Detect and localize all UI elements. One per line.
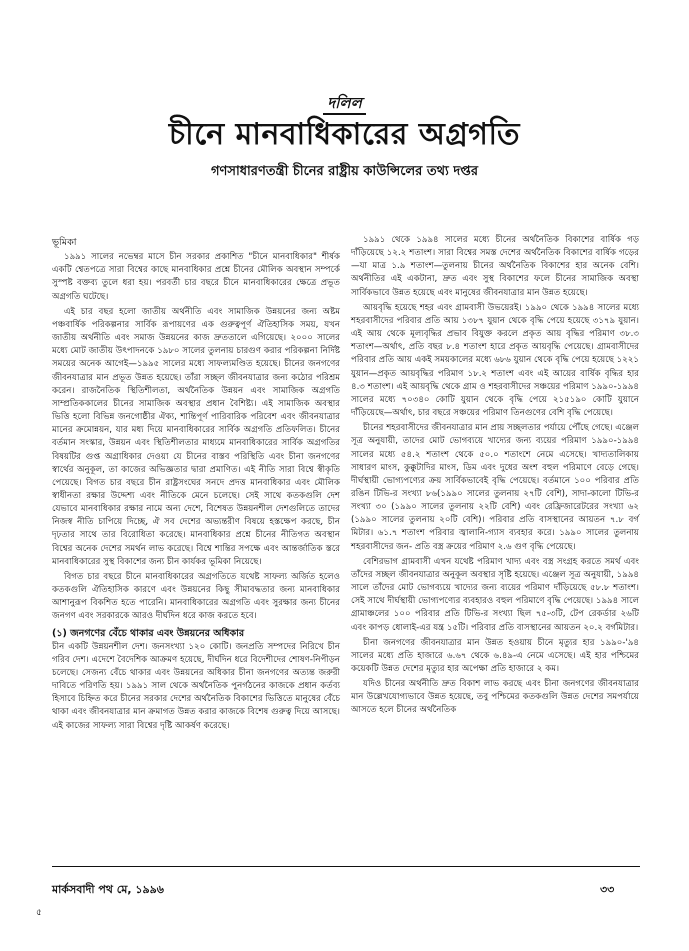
- paragraph: ১৯৯১ থেকে ১৯৯৪ সালের মধ্যে চীনের অর্থনৈতিক বিকাশের বার্ষিক গড় দাঁড়িয়েছে ১২.২ শতাংশ। সারা বিশ্বের সমস্ত দেশের অর্থনৈতিক বিকাশের বার্ষিক গড়ের—যা মাত্র ১.৯ শতাংশ—তুলনায় চীনের অর্থনৈতিক বিকাশের হার অনেক বেশি। অর্থনীতির এই একটানা, দ্রুত এবং সুস্থ বিকাশের ফলে চীনের সামাজিক অবস্থা সার্বিকভাবে উন্নত হয়েছে এবং মানুষের জীবনযাত্রার মান উন্নত হয়েছে।: [351, 235, 639, 298]
- paragraph: চীনের শহরবাসীদের জীবনযাত্রার মান প্রায় সচ্ছলতার পর্যায়ে পৌঁছে গেছে। এঞ্জেল সূত্র অনুযায়ী, তাদের মোট ভোগব্যয়ে খাদ্যের জন্য ব্যয়ের পরিমাণ ১৯৯০-১৯৯৪ সালের মধ্যে ৫৪.২ শতাংশ থেকে ৫০.০ শতাংশে নেমে এসেছে। খাদ্যতালিকায় সাধারণ মাংস, কুক্কুটাদির মাংস, ডিম এবং দুধের অংশ বহুল পরিমাণে বেড়ে গেছে। দীর্ঘস্থায়ী ভোগ্যপণ্যের ক্রয় সার্বিকভাবেই বৃদ্ধি পেয়েছে। বর্তমানে ১০০ পরিবার প্রতি রঙিন টিভি-র সংখ্যা ৮৬(১৯৯০ সালের তুলনায় ২৭টি বেশি), সাদা-কালো টিভি-র সংখ্যা ৩০ (১৯৯০ সালের তুলনায় ২২টি বেশি) এবং রেফ্রিজারেটরের সংখ্যা ৬২ (১৯৯০ সালের তুলনায় ২০টি বেশি)। পরিবার প্রতি বাসস্থানের আয়তন ৭.৮ বর্গ মিটার। ৬১.৭ শতাংশ পরিবার জ্বালানি-গ্যাস ব্যবহার করে। ১৯৯০ সালের তুলনায় শহরবাসীদের জন- প্রতি বস্ত্র ক্রয়ের পরিমাণ ২.৬ গুণ বৃদ্ধি পেয়েছে।: [351, 423, 639, 552]
- signature-mark: ৫: [36, 908, 42, 918]
- paragraph: চীন একটি উন্নয়নশীল দেশ। জনসংখ্যা ১২০ কোটি। জনপ্রতি সম্পদের নিরিখে চীন গরিব দেশ। এদেশে বৈদেশিক আক্রমণ হয়েছে, দীর্ঘদিন ধরে বিদেশীদের শোষণ-নিপীড়ন চলেছে। সেজন্য বেঁচে থাকার এবং উন্নয়নের অধিকার চীনা জনগণের অত্যন্ত জরুরী দাবিতে পরিণতি হয়। ১৯৯১ সাল থেকে অর্থনৈতিক পুনর্গঠনের কাজকে প্রধান কর্তব্য হিসাবে চিহ্নিত করে চীনের সরকার দেশের অর্থনৈতিক বিকাশের ভিত্তিতে মানুষের বেঁচে থাকা এবং জীবনযাত্রার মান ক্রমাগত উন্নত করার কাজকে বিশেষ গুরুত্ব দিয়ে আসছে। এই কাজের সাফল্য সারা বিশ্বের দৃষ্টি আকর্ষণ করেছে।: [52, 641, 340, 731]
- paragraph: বিগত চার বছরে চীনে মানবাধিকারের অগ্রগতিতে যথেষ্ট সাফল্য অর্জিত হলেও কতকগুলি ঐতিহাসিক কারণে এবং উন্নয়নের কিছু সীমাবদ্ধতার জন্য মানবাধিকার আশানুরূপ বিকশিত হতে পারেনি। মানবাধিকারের অগ্রগতি এবং সুরক্ষার জন্য চীনের জনগণ এবং সরকারকে আরও দীর্ঘদিন ধরে কাজ করতে হবে।: [52, 571, 340, 622]
- section-kicker: দলিল: [0, 92, 689, 117]
- paragraph: চীনা জনগণের জীবনযাত্রার মান উন্নত হওয়ায় চীনে মৃত্যুর হার ১৯৯০-'৯৪ সালের মধ্যে প্রতি হাজারে ৬.৬৭ থেকে ৬.৪৯-এ নেমে এসেছে। এই হার পশ্চিমের কয়েকটি উন্নত দেশের মৃত্যুর হার অপেক্ষা প্রতি হাজারে ২ কম।: [351, 637, 639, 674]
- paragraph: বেশিরভাগ গ্রামবাসী এখন যথেষ্ট পরিমাণ খাদ্য এবং বস্ত্র সংগ্রহ করতে সমর্থ এবং তাঁদের সচ্ছল জীবনযাত্রার অনুকূল অবস্থার সৃষ্টি হয়েছে। এঞ্জেল সূত্র অনুযায়ী, ১৯৯৪ সালে তাঁদের মোট ভোগব্যয়ে খাদ্যের জন্য ব্যয়ের পরিমাণ দাঁড়িয়েছে ৫৮.৮ শতাংশ। সেই সাথে দীর্ঘস্থায়ী ভোগ্যপণ্যের ব্যবহারও বহুল পরিমাণে বৃদ্ধি পেয়েছে। ১৯৯৪ সালে গ্রামাঞ্চলের ১০০ পরিবার প্রতি টিভি-র সংখ্যা ছিল ৭৫-৩টি, টেপ রেকর্ডার ২৬টি এবং কাপড় ধোলাই-এর যন্ত্র ১৫টি। পরিবার প্রতি বাসস্থানের আয়তন ২০.২ বর্গমিটার।: [351, 556, 639, 633]
- journal-footer: মার্কসবাদী পথ মে, ১৯৯৬: [52, 883, 164, 896]
- left-column: [52, 236, 340, 735]
- paragraph: এই চার বছর হলো জাতীয় অর্থনীতি এবং সামাজিক উন্নয়নের জন্য অষ্টম পঞ্চবার্ষিক পরিকল্পনার সার্বিক রূপায়ণের এক গুরুত্বপূর্ণ ঐতিহাসিক সময়, যখন জাতীয় অর্থনীতি এবং সমাজ উন্নয়নের কাজ দ্রুততালে এগিয়েছে। ২০০০ সালের মধ্যে মোট জাতীয় উৎপাদনকে ১৯৮০ সালের তুলনায় চারগুণ করার পরিকল্পনা নির্দিষ্ট সময়ের অনেক আগেই—১৯৯৫ সালের মধ্যে সাফল্যমণ্ডিত হয়েছে। চীনের জনগণের জীবনযাত্রার মান প্রভূত উন্নত হয়েছে। তাঁরা সচ্ছল জীবনযাত্রার জন্য কঠোর পরিশ্রম করেন। রাজনৈতিক স্থিতিশীলতা, অর্থনৈতিক উন্নয়ন এবং সামাজিক অগ্রগতি সাম্প্রতিককালের চীনের সামাজিক অবস্থার প্রধান বৈশিষ্ট্য। এই সামাজিক অবস্থার ভিত্তি হলো বিভিন্ন জনগোষ্ঠীর ঐক্য, শান্তিপূর্ণ পারিবারিক পরিবেশ এবং জীবনযাত্রার মানের ক্রমোন্নয়ন, যার মধ্য দিয়ে মানবাধিকারের সার্বিক অগ্রগতি প্রতিফলিত। চীনের বর্তমান সংস্কার, উন্নয়ন এবং স্থিতিশীলতার মাধ্যমে মানবাধিকারের সার্বিক অগ্রগতির বিষয়টির গুপ্ত অগ্রাধিকার দেওয়া যে চীনের বাস্তব পরিস্থিতি এবং চীনা জনগণের স্বার্থের অনুকূল, তা কাজের অভিজ্ঞতার দ্বারা প্রমাণিত। এই নীতি সারা বিশ্বে স্বীকৃতি পেয়েছে। বিগত চার বছরে চীন রাষ্ট্রসংঘের সনদে প্রদত্ত মানবাধিকার এবং মৌলিক স্বাধীনতা রক্ষার উদ্দেশ্য এবং নীতিকে মেনে চলেছে। সেই সাথে কতকগুলি দেশ যেভাবে মানবাধিকার রক্ষার নামে অন্য দেশে, বিশেষত উন্নয়নশীল দেশগুলিতে তাদের নিজস্ব নীতি চাপিয়ে দিচ্ছে, ঐ সব দেশের অভ্যন্তরীণ বিষয়ে হস্তক্ষেপ করছে, চীন দৃঢ়তার সাথে তার বিরোধিতা করেছে। মানবাধিকার প্রশ্নে চীনের নীতিগত অবস্থান বিশ্বের অনেক দেশের সমর্থন লাভ করেছে। বিশ্বে শান্তির সপক্ষে এবং আন্তর্জাতিক স্তরে মানবাধিকারের সুস্থ বিকাশের জন্য চীন কার্যকর ভূমিকা নিয়েছে।: [52, 306, 340, 567]
- paragraph: যদিও চীনের অর্থনীতি দ্রুত বিকাশ লাভ করছে এবং চীনা জনগণের জীবনযাত্রার মান উল্লেখযোগ্যভাবে উন্নত হয়েছে, তবু পশ্চিমের কতকগুলি উন্নত দেশের সমপর্যায়ে আসতে হলে চীনের অর্থনৈতিক: [351, 679, 639, 716]
- footer-divider: [52, 866, 640, 867]
- paragraph: ১৯৯১ সালের নভেম্বর মাসে চীন সরকার প্রকাশিত "চীনে মানবাধিকার" শীর্ষক একটি শ্বেতপত্রে সারা বিশ্বের কাছে মানবাধিকার প্রশ্নে চীনের মৌলিক অবস্থান সম্পর্কে সুস্পষ্ট বক্তব্য তুলে ধরা হয়। পরবর্তী চার বছরে চীনে মানবাধিকারের ক্ষেত্রে প্রভূত অগ্রগতি ঘটেছে।: [52, 252, 340, 302]
- paragraph: আয়বৃদ্ধি হয়েছে শহর এবং গ্রামবাসী উভয়েরই। ১৯৯০ থেকে ১৯৯৪ সালের মধ্যে শহরবাসীদের পরিবার প্রতি আয় ১৩৮৭ যুয়ান থেকে বৃদ্ধি পেয়ে হয়েছে ৩১৭৯ যুয়ান। এই আয় থেকে মূল্যবৃদ্ধির প্রভাব বিযুক্ত করলে প্রকৃত আয় বৃদ্ধির পরিমাণ ৩৮.৩ শতাংশ—অর্থাৎ, প্রতি বছর ৮.৪ শতাংশ হারে প্রকৃত আয়বৃদ্ধি পেয়েছে। গ্রামবাসীদের পরিবার প্রতি আয় একই সময়কালের মধ্যে ৬৮৬ যুয়ান থেকে বৃদ্ধি পেয়ে হয়েছে ১২২১ যুয়ান—প্রকৃত আয়বৃদ্ধির পরিমাণ ১৮.২ শতাংশ এবং এই আয়ের বার্ষিক বৃদ্ধির হার ৪.৩ শতাংশ। এই আয়বৃদ্ধি থেকে গ্রাম ও শহরবাসীদের সঞ্চয়ের পরিমাণ ১৯৯০-১৯৯৪ সালের মধ্যে ৭০৩৪০ কোটি যুয়ান থেকে বৃদ্ধি পেয়ে ২১৫১৯০ কোটি যুয়ানে দাঁড়িয়েছে—অর্থাৎ, চার বছরে সঞ্চয়ের পরিমাণ তিনগুণের বেশি বৃদ্ধি পেয়েছে।: [351, 302, 639, 419]
- page-number: ৩৩: [600, 883, 615, 896]
- article-title: চীনে মানবাধিকারের অগ্রগতি: [168, 117, 521, 152]
- section-subheading: (১) জনগণের বেঁচে থাকার এবং উন্নয়নের অধিকার: [52, 627, 245, 639]
- section-label: ভূমিকা: [52, 237, 77, 248]
- right-column: [351, 234, 639, 720]
- article-byline: গণসাধারণতন্ত্রী চীনের রাষ্ট্রীয় কাউন্সিলের তথ্য দপ্তর: [211, 164, 478, 179]
